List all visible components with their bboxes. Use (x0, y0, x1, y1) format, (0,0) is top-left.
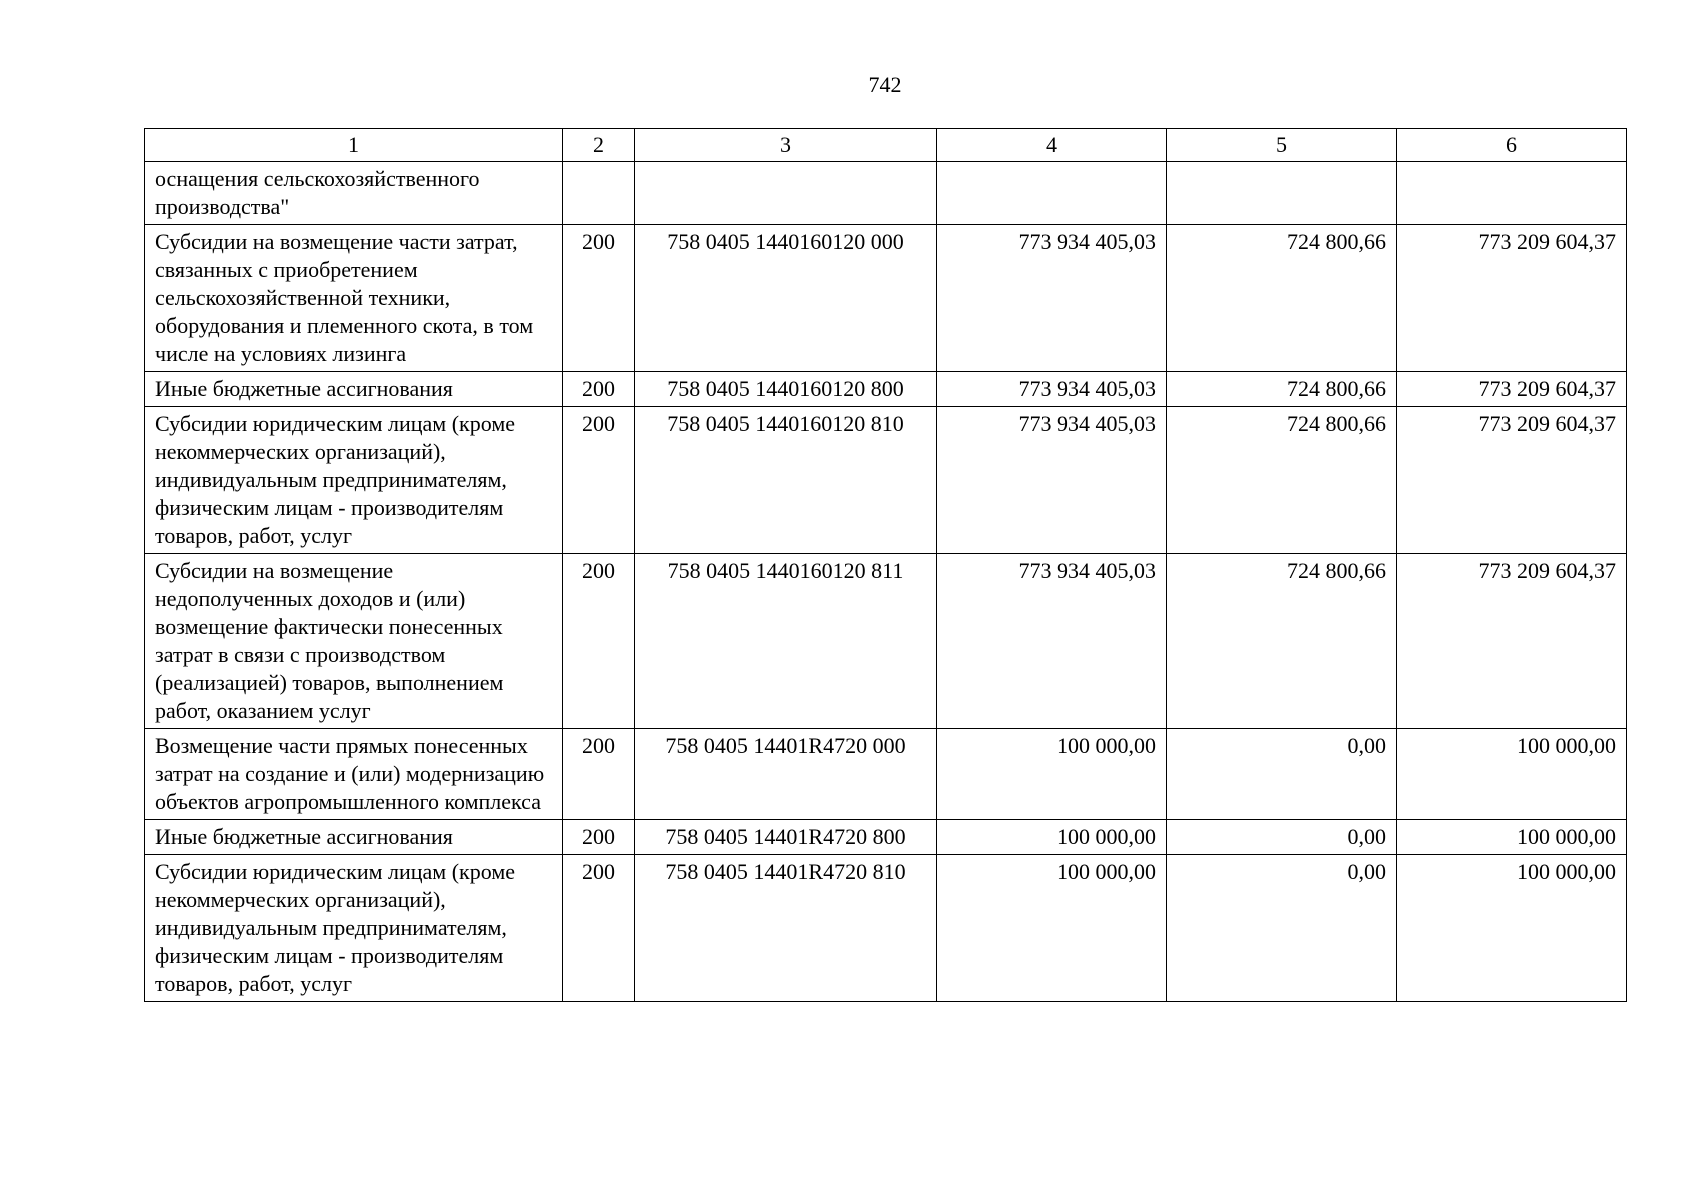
row-name-cell: Иные бюджетные ассигнования (145, 820, 563, 855)
row-value-6-cell: 100 000,00 (1397, 729, 1627, 820)
table-row (145, 855, 1627, 1002)
row-code-a-cell: 200 (563, 729, 635, 820)
column-header-4: 4 (937, 129, 1167, 162)
row-value-5-cell: 724 800,66 (1167, 407, 1397, 554)
row-code-b-cell: 758 0405 14401R4720 810 (635, 855, 937, 1002)
row-code-a-cell: 200 (563, 855, 635, 1002)
table-row (145, 820, 1627, 855)
row-code-a-cell: 200 (563, 554, 635, 729)
column-header-1: 1 (145, 129, 563, 162)
table-row (145, 729, 1627, 820)
column-header-2: 2 (563, 129, 635, 162)
row-value-6-cell: 100 000,00 (1397, 855, 1627, 1002)
column-header-3: 3 (635, 129, 937, 162)
table-row (145, 162, 1627, 225)
row-code-a-cell: 200 (563, 407, 635, 554)
row-code-b-cell: 758 0405 14401R4720 000 (635, 729, 937, 820)
row-code-a-cell (563, 162, 635, 225)
row-code-b-cell: 758 0405 1440160120 810 (635, 407, 937, 554)
row-name-cell: Иные бюджетные ассигнования (145, 372, 563, 407)
row-name-cell: оснащения сельскохозяйственного производства" (145, 162, 563, 225)
row-name-cell: Возмещение части прямых понесенных затрат на создание и (или) модернизацию объектов агропромышленного комплекса (145, 729, 563, 820)
row-code-b-cell: 758 0405 1440160120 000 (635, 225, 937, 372)
row-code-b-cell (635, 162, 937, 225)
row-value-5-cell: 0,00 (1167, 820, 1397, 855)
row-name-cell: Субсидии на возмещение недополученных доходов и (или) возмещение фактически понесенных затрат в связи с производством (реализацией) товаров, выполнением работ, оказанием услуг (145, 554, 563, 729)
row-name-cell: Субсидии юридическим лицам (кроме некоммерческих организаций), индивидуальным предпринимателям, физическим лицам - производителям товаров, работ, услуг (145, 407, 563, 554)
row-value-4-cell: 100 000,00 (937, 729, 1167, 820)
row-code-b-cell: 758 0405 14401R4720 800 (635, 820, 937, 855)
row-value-6-cell: 773 209 604,37 (1397, 554, 1627, 729)
row-value-4-cell: 773 934 405,03 (937, 407, 1167, 554)
row-code-b-cell: 758 0405 1440160120 800 (635, 372, 937, 407)
table-row (145, 225, 1627, 372)
row-value-4-cell: 773 934 405,03 (937, 554, 1167, 729)
row-value-6-cell: 773 209 604,37 (1397, 372, 1627, 407)
row-value-4-cell: 100 000,00 (937, 820, 1167, 855)
budget-table (144, 128, 1627, 1002)
row-value-4-cell: 100 000,00 (937, 855, 1167, 1002)
row-name-cell: Субсидии на возмещение части затрат, связанных с приобретением сельскохозяйственной техники, оборудования и племенного скота, в том числе на условиях лизинга (145, 225, 563, 372)
row-value-5-cell: 0,00 (1167, 855, 1397, 1002)
table-row (145, 407, 1627, 554)
column-header-6: 6 (1397, 129, 1627, 162)
row-value-5-cell: 0,00 (1167, 729, 1397, 820)
row-value-5-cell: 724 800,66 (1167, 225, 1397, 372)
row-value-5-cell (1167, 162, 1397, 225)
table-row (145, 554, 1627, 729)
page-number: 742 (868, 72, 902, 97)
table-row (145, 372, 1627, 407)
row-value-4-cell: 773 934 405,03 (937, 225, 1167, 372)
row-name-cell: Субсидии юридическим лицам (кроме некоммерческих организаций), индивидуальным предпринимателям, физическим лицам - производителям товаров, работ, услуг (145, 855, 563, 1002)
column-header-5: 5 (1167, 129, 1397, 162)
row-code-a-cell: 200 (563, 820, 635, 855)
row-value-4-cell (937, 162, 1167, 225)
row-value-6-cell: 773 209 604,37 (1397, 407, 1627, 554)
table-header-row (145, 129, 1627, 162)
row-value-4-cell: 773 934 405,03 (937, 372, 1167, 407)
row-code-a-cell: 200 (563, 225, 635, 372)
row-code-b-cell: 758 0405 1440160120 811 (635, 554, 937, 729)
row-code-a-cell: 200 (563, 372, 635, 407)
row-value-5-cell: 724 800,66 (1167, 554, 1397, 729)
row-value-5-cell: 724 800,66 (1167, 372, 1397, 407)
row-value-6-cell: 100 000,00 (1397, 820, 1627, 855)
row-value-6-cell: 773 209 604,37 (1397, 225, 1627, 372)
row-value-6-cell (1397, 162, 1627, 225)
